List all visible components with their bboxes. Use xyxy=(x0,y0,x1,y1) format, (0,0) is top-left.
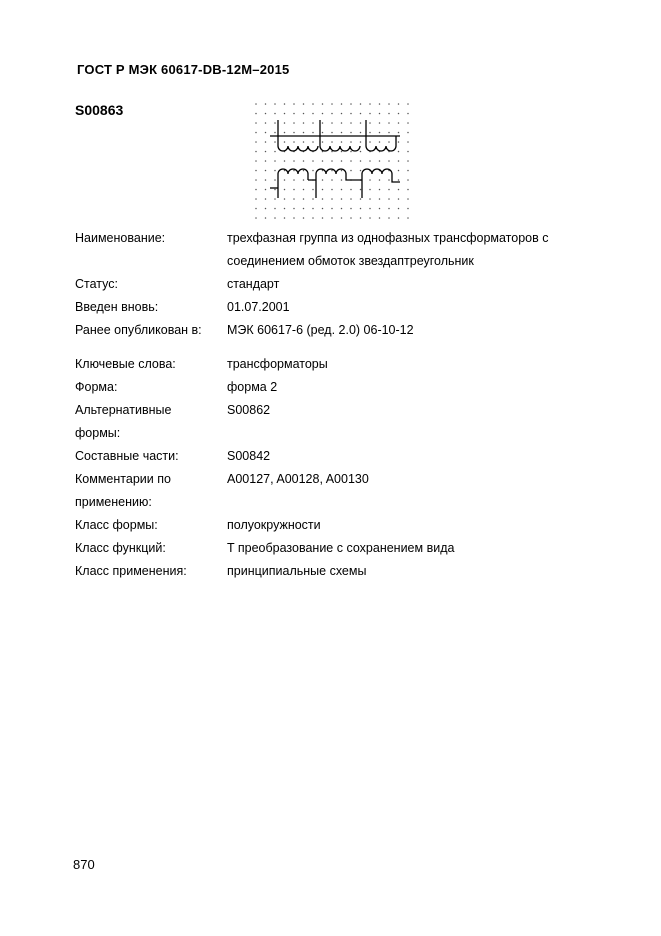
grid-dot xyxy=(312,122,314,124)
grid-dot xyxy=(407,113,409,115)
grid-dot xyxy=(369,179,371,181)
field-value: T преобразование с сохранением вида xyxy=(227,541,455,555)
grid-dot xyxy=(312,189,314,191)
grid-dot xyxy=(341,189,343,191)
grid-dot xyxy=(379,113,381,115)
grid-dot xyxy=(265,151,267,153)
field-table xyxy=(75,227,615,583)
grid-dot xyxy=(360,151,362,153)
grid-dot xyxy=(312,170,314,172)
grid-dot xyxy=(331,217,333,219)
grid-dot xyxy=(255,141,257,143)
grid-dot xyxy=(265,179,267,181)
grid-dot xyxy=(331,132,333,134)
grid-dot xyxy=(360,189,362,191)
grid-dot xyxy=(369,208,371,210)
grid-dot xyxy=(265,189,267,191)
grid-dot xyxy=(255,208,257,210)
grid-dot xyxy=(303,198,305,200)
grid-dot xyxy=(341,122,343,124)
grid-dot xyxy=(255,179,257,181)
field-row-keywords xyxy=(75,353,615,376)
grid-dot xyxy=(379,160,381,162)
grid-dot xyxy=(293,103,295,105)
grid-dot xyxy=(274,208,276,210)
grid-dot xyxy=(379,179,381,181)
grid-dot xyxy=(379,132,381,134)
grid-dot xyxy=(255,189,257,191)
grid-dot xyxy=(322,208,324,210)
grid-dot xyxy=(388,141,390,143)
field-row-application-comments xyxy=(75,468,615,514)
grid-dot xyxy=(398,151,400,153)
grid-dot xyxy=(322,198,324,200)
grid-dot xyxy=(274,132,276,134)
field-row-components xyxy=(75,445,615,468)
grid-dot xyxy=(303,189,305,191)
grid-dot xyxy=(398,132,400,134)
grid-dot xyxy=(360,141,362,143)
grid-dot xyxy=(303,141,305,143)
field-label-line: Альтернативные xyxy=(75,403,172,417)
grid-dot xyxy=(265,132,267,134)
grid-dot xyxy=(331,170,333,172)
grid-dot xyxy=(312,160,314,162)
grid-dot xyxy=(407,103,409,105)
three-phase-transformer-group-symbol-icon xyxy=(250,100,415,222)
grid-dot xyxy=(379,189,381,191)
grid-dot xyxy=(341,208,343,210)
grid-dot xyxy=(350,170,352,172)
grid-dot xyxy=(265,103,267,105)
grid-dot xyxy=(341,113,343,115)
field-label xyxy=(75,399,227,445)
field-label: Введен вновь: xyxy=(75,300,159,314)
grid-dot xyxy=(407,208,409,210)
field-value: трансформаторы xyxy=(227,357,328,371)
grid-dot xyxy=(274,160,276,162)
field-row-alternative-forms xyxy=(75,399,615,445)
grid-dot xyxy=(312,208,314,210)
grid-dot xyxy=(331,179,333,181)
grid-dot xyxy=(284,189,286,191)
grid-dot xyxy=(369,217,371,219)
grid-dot xyxy=(398,122,400,124)
grid-dot xyxy=(388,132,390,134)
field-value-line: трехфазная группа из однофазных трансформаторов с xyxy=(227,231,549,245)
grid-dot xyxy=(360,132,362,134)
grid-dot xyxy=(274,141,276,143)
grid-dot xyxy=(398,141,400,143)
symbol-code: S00863 xyxy=(75,102,124,118)
grid-dot xyxy=(293,179,295,181)
grid-dot xyxy=(331,160,333,162)
grid-dot xyxy=(388,160,390,162)
grid-dot xyxy=(388,113,390,115)
field-value: форма 2 xyxy=(227,380,278,394)
grid-dot xyxy=(341,132,343,134)
grid-dot xyxy=(360,160,362,162)
grid-dot xyxy=(265,160,267,162)
grid-dot xyxy=(350,217,352,219)
grid-dot xyxy=(322,103,324,105)
grid-dot xyxy=(398,189,400,191)
grid-dot xyxy=(331,122,333,124)
grid-dot xyxy=(322,189,324,191)
grid-dot xyxy=(407,198,409,200)
grid-dot xyxy=(331,141,333,143)
grid-dot xyxy=(379,208,381,210)
grid-dot xyxy=(388,179,390,181)
grid-dot xyxy=(379,103,381,105)
grid-dot xyxy=(312,113,314,115)
grid-dot xyxy=(398,160,400,162)
grid-dot xyxy=(360,122,362,124)
field-value: S00862 xyxy=(227,403,271,417)
grid-dot xyxy=(360,170,362,172)
grid-dot xyxy=(379,198,381,200)
grid-dot xyxy=(388,198,390,200)
field-label: Составные части: xyxy=(75,449,179,463)
grid-dot xyxy=(265,141,267,143)
grid-dot xyxy=(274,217,276,219)
grid-dot xyxy=(293,208,295,210)
grid-dot xyxy=(303,208,305,210)
grid-dot xyxy=(284,113,286,115)
field-row-form-class xyxy=(75,514,615,537)
grid-dot xyxy=(255,113,257,115)
field-value-line: соединением обмоток звездаптреугольник xyxy=(227,254,474,268)
grid-dot xyxy=(341,198,343,200)
grid-dot xyxy=(331,198,333,200)
grid-dot xyxy=(312,132,314,134)
grid-dot xyxy=(274,103,276,105)
grid-dot xyxy=(331,208,333,210)
grid-dot xyxy=(350,113,352,115)
grid-dot xyxy=(284,160,286,162)
grid-dot xyxy=(322,141,324,143)
grid-dot xyxy=(369,198,371,200)
field-value: S00842 xyxy=(227,449,271,463)
field-value xyxy=(227,227,615,273)
grid-dot xyxy=(398,113,400,115)
grid-dot xyxy=(274,198,276,200)
grid-dot xyxy=(255,198,257,200)
grid-dot xyxy=(303,217,305,219)
grid-dot xyxy=(341,160,343,162)
grid-dot xyxy=(284,179,286,181)
grid-dot xyxy=(369,103,371,105)
grid-dot xyxy=(407,141,409,143)
field-row-published xyxy=(75,319,615,342)
grid-dot xyxy=(274,179,276,181)
grid-dot xyxy=(265,122,267,124)
grid-dot xyxy=(284,122,286,124)
grid-dot xyxy=(350,208,352,210)
grid-dot xyxy=(255,217,257,219)
grid-dot xyxy=(303,179,305,181)
field-label: Форма: xyxy=(75,380,118,394)
grid-dot xyxy=(293,189,295,191)
grid-dot xyxy=(255,122,257,124)
grid-dot xyxy=(407,179,409,181)
grid-dot xyxy=(303,113,305,115)
grid-dot xyxy=(322,132,324,134)
grid-dot xyxy=(255,103,257,105)
field-row-status xyxy=(75,273,615,296)
grid-dot xyxy=(331,189,333,191)
grid-dot xyxy=(379,217,381,219)
grid-dot xyxy=(360,198,362,200)
grid-dot xyxy=(293,141,295,143)
field-value: A00127, A00128, A00130 xyxy=(227,472,369,486)
grid-dot xyxy=(255,132,257,134)
grid-dot xyxy=(350,160,352,162)
grid-dot xyxy=(341,217,343,219)
grid-dot xyxy=(255,151,257,153)
grid-dot xyxy=(407,170,409,172)
field-row-name xyxy=(75,227,615,273)
grid-dot xyxy=(388,103,390,105)
grid-dot xyxy=(284,198,286,200)
grid-dot xyxy=(255,160,257,162)
field-row-function-class xyxy=(75,537,615,560)
grid-dot xyxy=(331,113,333,115)
grid-dot xyxy=(350,151,352,153)
field-row-application-class xyxy=(75,560,615,583)
grid-dot xyxy=(350,189,352,191)
grid-dot xyxy=(388,189,390,191)
grid-dot xyxy=(407,217,409,219)
grid-dot xyxy=(303,132,305,134)
grid-dot xyxy=(350,141,352,143)
field-label: Класс формы: xyxy=(75,518,158,532)
grid-dot xyxy=(284,217,286,219)
field-label: Ключевые слова: xyxy=(75,357,176,371)
grid-dot xyxy=(255,170,257,172)
grid-dot xyxy=(293,217,295,219)
grid-dot xyxy=(407,160,409,162)
grid-dot xyxy=(398,208,400,210)
grid-dot xyxy=(341,170,343,172)
grid-dot xyxy=(407,189,409,191)
grid-dot xyxy=(379,141,381,143)
field-label-line: Комментарии по xyxy=(75,472,171,486)
grid-dot xyxy=(369,132,371,134)
grid-dot xyxy=(407,151,409,153)
grid-dot xyxy=(398,198,400,200)
grid-dot xyxy=(369,189,371,191)
grid-dot xyxy=(274,170,276,172)
field-label: Класс применения: xyxy=(75,564,187,578)
field-label: Класс функций: xyxy=(75,541,166,555)
field-value: стандарт xyxy=(227,277,280,291)
grid-dot xyxy=(398,217,400,219)
grid-dot xyxy=(360,217,362,219)
grid-dot xyxy=(265,113,267,115)
grid-dot xyxy=(312,103,314,105)
group-spacer xyxy=(75,342,615,353)
grid-dot xyxy=(350,132,352,134)
grid-dot xyxy=(312,217,314,219)
grid-dot xyxy=(341,179,343,181)
field-row-introduced xyxy=(75,296,615,319)
grid-dot xyxy=(407,122,409,124)
grid-dot xyxy=(274,122,276,124)
grid-dot xyxy=(398,170,400,172)
grid-dot xyxy=(274,113,276,115)
grid-dot xyxy=(369,160,371,162)
grid-dot xyxy=(322,113,324,115)
field-label-line: формы: xyxy=(75,426,121,440)
grid-dot xyxy=(265,217,267,219)
grid-dot xyxy=(265,198,267,200)
grid-dot xyxy=(398,179,400,181)
document-header: ГОСТ Р МЭК 60617-DB-12M–2015 xyxy=(77,62,290,77)
field-label-line: применению: xyxy=(75,495,152,509)
grid-dot xyxy=(369,113,371,115)
grid-dot xyxy=(274,151,276,153)
grid-dot xyxy=(331,103,333,105)
grid-dot xyxy=(303,160,305,162)
grid-dot xyxy=(312,198,314,200)
grid-dot xyxy=(293,160,295,162)
field-value: полуокружности xyxy=(227,518,321,532)
grid-dot xyxy=(303,170,305,172)
grid-dot xyxy=(398,103,400,105)
field-value: принципиальные схемы xyxy=(227,564,367,578)
grid-dot xyxy=(312,141,314,143)
grid-dot xyxy=(388,122,390,124)
field-label: Ранее опубликован в: xyxy=(75,323,202,337)
grid-dot xyxy=(293,113,295,115)
grid-dot xyxy=(379,122,381,124)
grid-dot xyxy=(360,103,362,105)
grid-dot xyxy=(388,217,390,219)
grid-dot xyxy=(350,122,352,124)
grid-dot xyxy=(284,103,286,105)
grid-dot xyxy=(360,208,362,210)
grid-dot xyxy=(407,132,409,134)
field-value: 01.07.2001 xyxy=(227,300,290,314)
grid-dot xyxy=(293,170,295,172)
field-value: МЭК 60617-6 (ред. 2.0) 06-10-12 xyxy=(227,323,414,337)
grid-dot xyxy=(350,198,352,200)
grid-dot xyxy=(360,113,362,115)
field-label xyxy=(75,468,227,514)
field-label: Наименование: xyxy=(75,231,166,245)
grid-dot xyxy=(341,151,343,153)
grid-dot xyxy=(293,132,295,134)
grid-dot xyxy=(369,141,371,143)
grid-dot xyxy=(303,122,305,124)
grid-dot xyxy=(388,208,390,210)
grid-dot xyxy=(322,122,324,124)
grid-dot xyxy=(293,122,295,124)
grid-dot xyxy=(322,179,324,181)
grid-dot xyxy=(265,170,267,172)
grid-dot xyxy=(322,160,324,162)
grid-dot xyxy=(369,122,371,124)
grid-dot xyxy=(322,217,324,219)
grid-dot xyxy=(284,132,286,134)
page-number: 870 xyxy=(73,857,95,872)
grid-dot xyxy=(284,208,286,210)
field-label: Статус: xyxy=(75,277,118,291)
grid-dot xyxy=(303,103,305,105)
grid-dot xyxy=(350,103,352,105)
grid-dot xyxy=(284,141,286,143)
grid-dot xyxy=(341,141,343,143)
grid-dot xyxy=(265,208,267,210)
field-row-form xyxy=(75,376,615,399)
grid-dot xyxy=(274,189,276,191)
grid-dot xyxy=(293,198,295,200)
grid-dot xyxy=(341,103,343,105)
